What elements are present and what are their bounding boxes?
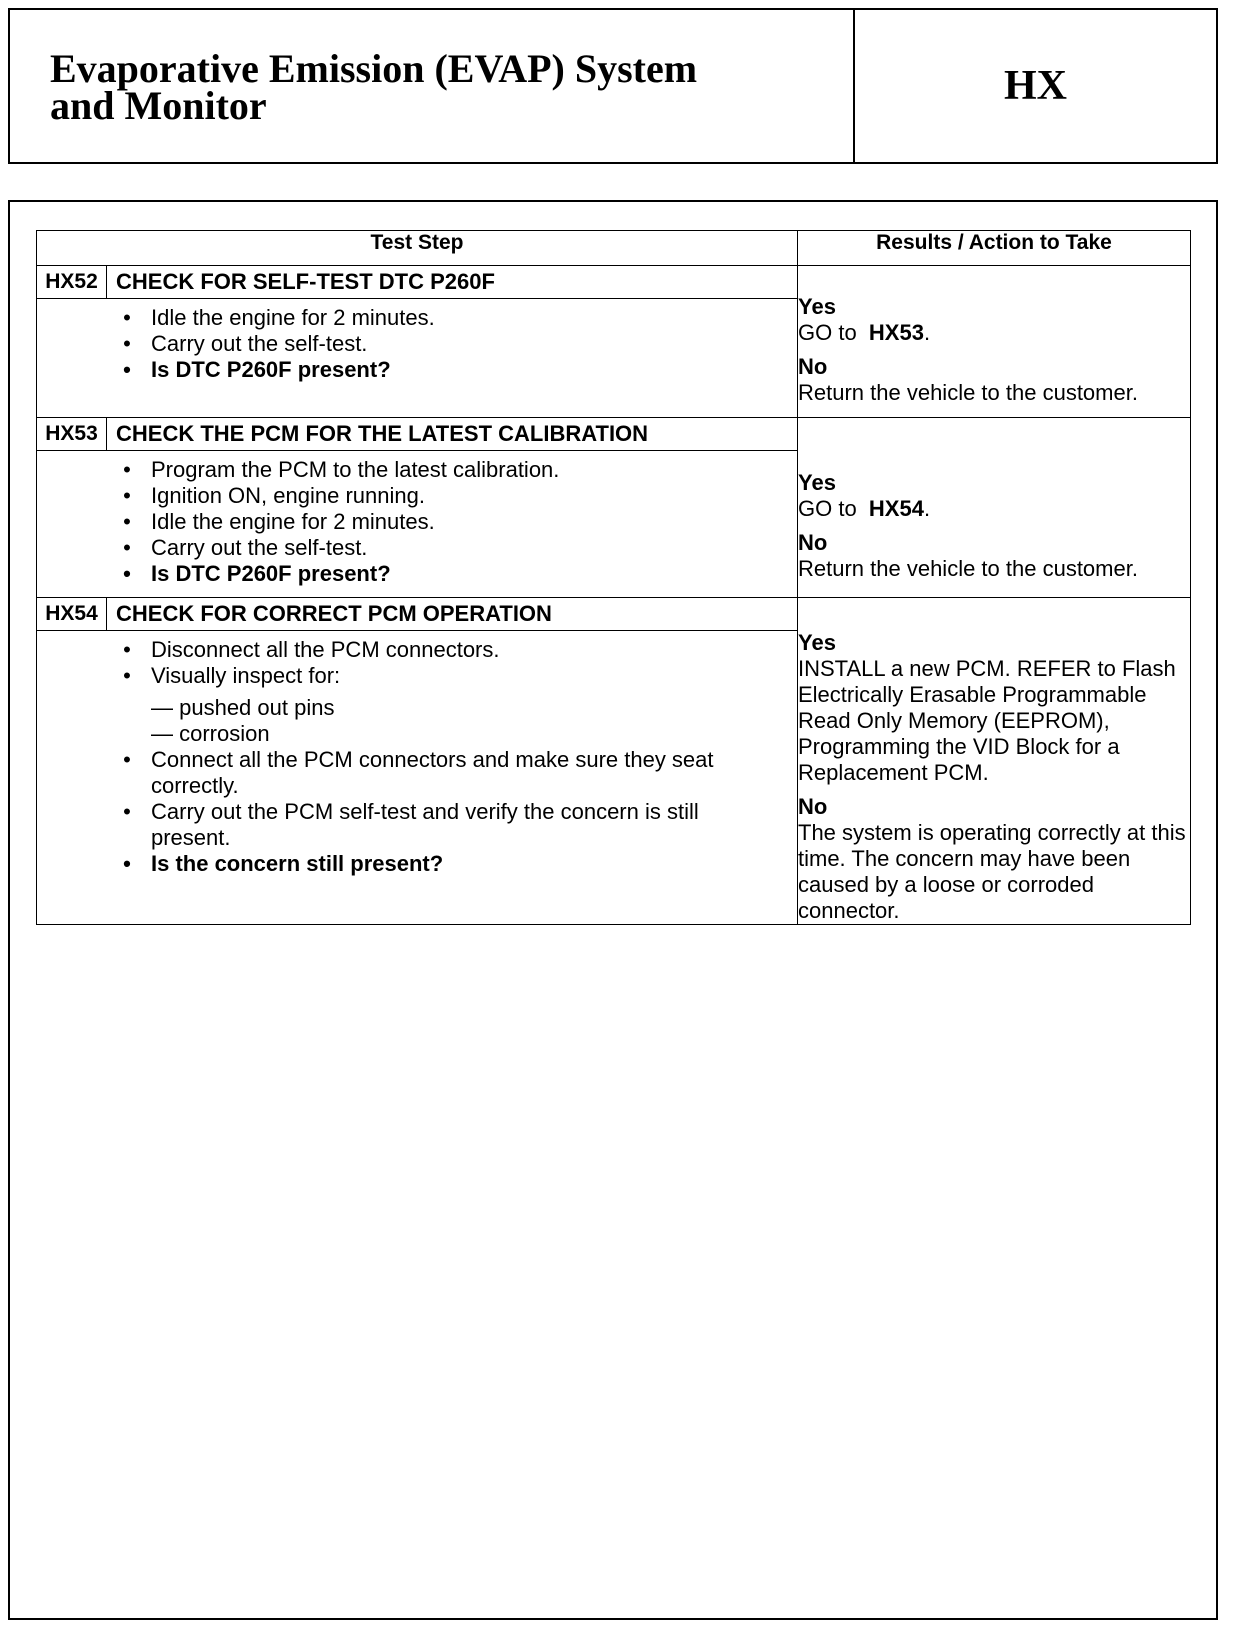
step-actions: [37, 631, 797, 887]
content-frame: [8, 200, 1218, 1620]
bullet-icon: •: [123, 561, 131, 586]
no-action: The system is operating correctly at this time. The concern may have been caused by a loose or corroded connector.: [798, 820, 1186, 923]
step-title: CHECK FOR CORRECT PCM OPERATION: [107, 598, 798, 631]
goto-link[interactable]: HX54: [868, 496, 924, 521]
step-results: [798, 598, 1191, 925]
action-question: • Is DTC P260F present?: [117, 561, 787, 587]
step-row: [37, 598, 1191, 631]
bullet-icon: •: [123, 851, 131, 876]
bullet-icon: •: [123, 457, 131, 482]
section-code: HX: [1004, 63, 1067, 109]
bullet-icon: •: [123, 799, 131, 824]
step-row: [37, 266, 1191, 299]
no-label: No: [798, 530, 828, 555]
section-title-line2: and Monitor: [50, 83, 267, 128]
action-question: • Is DTC P260F present?: [117, 357, 787, 383]
no-action: Return the vehicle to the customer.: [798, 556, 1138, 581]
action-item: • Idle the engine for 2 minutes.: [117, 509, 787, 535]
step-results: [798, 266, 1191, 418]
bullet-icon: •: [123, 637, 131, 662]
action-item: • Visually inspect for: — pushed out pins — corrosion: [117, 663, 757, 747]
yes-label: Yes: [798, 294, 836, 319]
step-id: HX52: [37, 266, 107, 299]
no-label: No: [798, 354, 828, 379]
step-id: HX53: [37, 418, 107, 451]
step-actions: [37, 299, 797, 393]
bullet-icon: •: [123, 509, 131, 534]
action-item: • Carry out the self-test.: [117, 535, 787, 561]
action-item: • Program the PCM to the latest calibration.: [117, 457, 787, 483]
test-step-table: [36, 230, 1191, 925]
action-item: • Ignition ON, engine running.: [117, 483, 787, 509]
no-action: Return the vehicle to the customer.: [798, 380, 1138, 405]
action-question: • Is the concern still present?: [117, 851, 757, 877]
bullet-icon: •: [123, 483, 131, 508]
section-title-line1: Evaporative Emission (EVAP) System: [50, 46, 698, 91]
step-actions-cell: [37, 631, 798, 925]
goto-link[interactable]: HX53: [868, 320, 924, 345]
bullet-icon: •: [123, 747, 131, 772]
yes-label: Yes: [798, 630, 836, 655]
bullet-icon: •: [123, 357, 131, 382]
step-id: HX54: [37, 598, 107, 631]
page-header: [8, 8, 1218, 164]
action-item: • Carry out the self-test.: [117, 331, 787, 357]
step-actions-cell: [37, 299, 798, 418]
action-item: • Disconnect all the PCM connectors.: [117, 637, 757, 663]
step-title: CHECK FOR SELF-TEST DTC P260F: [107, 266, 798, 299]
action-item: • Idle the engine for 2 minutes.: [117, 305, 787, 331]
yes-action: INSTALL a new PCM. REFER to Flash Electrically Erasable Programmable Read Only Memory (EEPROM), Programming the VID Block for a Replacement PCM.: [798, 656, 1176, 785]
step-actions-cell: [37, 451, 798, 598]
yes-action: GO to HX54.: [798, 496, 931, 521]
column-header-test-step: Test Step: [37, 231, 798, 266]
bullet-icon: •: [123, 663, 131, 688]
yes-label: Yes: [798, 470, 836, 495]
action-item: • Carry out the PCM self-test and verify the concern is still present.: [117, 799, 757, 851]
column-header-results: Results / Action to Take: [798, 231, 1191, 266]
bullet-icon: •: [123, 535, 131, 560]
inspect-item: — pushed out pins: [151, 695, 335, 720]
bullet-icon: •: [123, 305, 131, 330]
step-actions: [37, 451, 797, 597]
no-label: No: [798, 794, 828, 819]
action-item: • Connect all the PCM connectors and make sure they seat correctly.: [117, 747, 757, 799]
yes-action: GO to HX53.: [798, 320, 931, 345]
inspect-list: [151, 695, 757, 747]
bullet-icon: •: [123, 331, 131, 356]
section-title: [10, 10, 855, 162]
step-results: [798, 418, 1191, 598]
inspect-item: — corrosion: [151, 721, 270, 746]
step-title: CHECK THE PCM FOR THE LATEST CALIBRATION: [107, 418, 798, 451]
step-row: [37, 418, 1191, 451]
